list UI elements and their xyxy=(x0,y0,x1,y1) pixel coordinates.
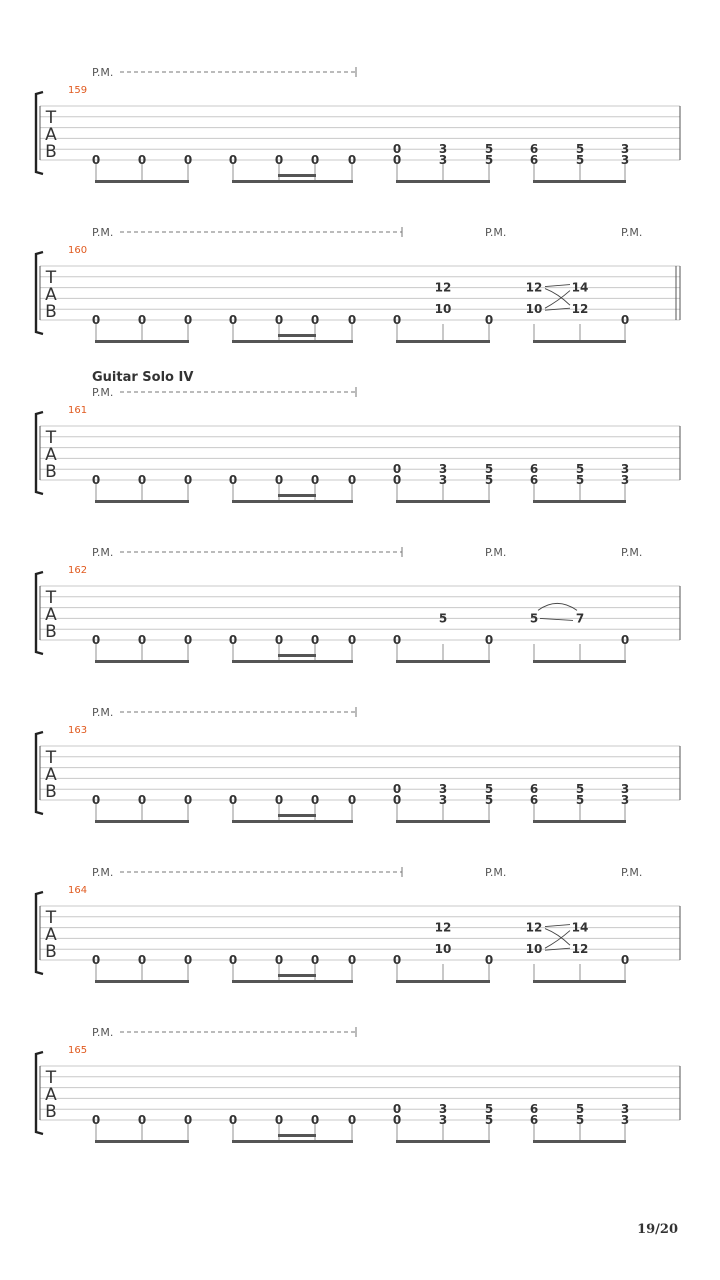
tab-clef-letter-t: T xyxy=(45,268,57,288)
fret-number: 0 xyxy=(183,633,193,647)
fret-number: 12 xyxy=(434,280,452,295)
beam-group-4 xyxy=(533,660,626,663)
staff-system-165 xyxy=(36,1026,680,1143)
palm-mute: P.M. xyxy=(92,226,114,239)
beam-group-2 xyxy=(232,980,353,983)
tab-clef-letter-a: A xyxy=(45,605,57,625)
beam-sixteenth xyxy=(278,654,316,657)
page-number: 19/20 xyxy=(637,1222,678,1237)
beam-group-1 xyxy=(95,1140,189,1143)
fret-number: 0 xyxy=(274,793,284,807)
tab-clef-letter-b: B xyxy=(45,142,57,162)
beam-group-2 xyxy=(232,820,353,823)
beam-group-4 xyxy=(533,1140,626,1143)
fret-number: 0 xyxy=(91,473,101,487)
fret-number: 0 xyxy=(274,1113,284,1127)
fret-number: 0 xyxy=(91,1113,101,1127)
fret-number: 0 xyxy=(310,153,320,167)
measure-number: 164 xyxy=(68,885,88,896)
staff-system-162 xyxy=(36,546,680,663)
fret-number: 0 xyxy=(392,953,402,967)
fret-number: 3 xyxy=(438,462,448,477)
beam-group-1 xyxy=(95,980,189,983)
fret-number: 6 xyxy=(529,1102,539,1117)
fret-number: 14 xyxy=(571,920,589,935)
fret-number: 3 xyxy=(620,1113,630,1127)
tab-clef-letter-a: A xyxy=(45,925,57,945)
fret-number: 0 xyxy=(392,462,402,477)
tab-clef-letter-a: A xyxy=(45,765,57,785)
fret-number: 10 xyxy=(525,302,543,317)
beam-group-2 xyxy=(232,180,353,183)
beam-group-3 xyxy=(396,1140,490,1143)
fret-number: 0 xyxy=(91,153,101,167)
fret-number: 12 xyxy=(571,942,589,957)
fret-number: 6 xyxy=(529,142,539,157)
fret-number: 0 xyxy=(228,633,238,647)
fret-number: 0 xyxy=(91,793,101,807)
beam-group-3 xyxy=(396,500,490,503)
fret-number: 0 xyxy=(347,313,357,327)
fret-number: 5 xyxy=(529,611,539,626)
fret-number: 0 xyxy=(347,153,357,167)
tab-clef-letter-b: B xyxy=(45,782,57,802)
fret-number: 0 xyxy=(137,153,147,167)
tab-clef-letter-t: T xyxy=(45,428,57,448)
beam-group-3 xyxy=(396,180,490,183)
beam-group-1 xyxy=(95,500,189,503)
fret-number: 3 xyxy=(438,1102,448,1117)
palm-mute-third: P.M. xyxy=(621,226,643,239)
fret-number: 0 xyxy=(392,313,402,327)
palm-mute: P.M. xyxy=(92,66,114,79)
beam-sixteenth xyxy=(278,494,316,497)
beam-sixteenth xyxy=(278,334,316,337)
staff-system-164 xyxy=(36,866,680,983)
fret-number: 5 xyxy=(575,462,585,477)
palm-mute: P.M. xyxy=(92,866,114,879)
fret-number: 5 xyxy=(484,782,494,797)
fret-number: 5 xyxy=(484,153,494,167)
tab-clef-letter-a: A xyxy=(45,445,57,465)
tab-clef-letter-t: T xyxy=(45,908,57,928)
fret-number: 5 xyxy=(575,793,585,807)
fret-number: 0 xyxy=(274,953,284,967)
beam-group-1 xyxy=(95,820,189,823)
staff-system-163 xyxy=(36,706,680,823)
palm-mute-second: P.M. xyxy=(485,866,507,879)
fret-number: 10 xyxy=(434,942,452,957)
fret-number: 0 xyxy=(392,782,402,797)
fret-number: 0 xyxy=(347,633,357,647)
fret-number: 5 xyxy=(484,793,494,807)
fret-number: 0 xyxy=(228,473,238,487)
fret-number: 0 xyxy=(484,953,494,967)
fret-number: 3 xyxy=(620,462,630,477)
fret-number: 6 xyxy=(529,782,539,797)
tab-clef-letter-a: A xyxy=(45,1085,57,1105)
fret-number: 5 xyxy=(575,1102,585,1117)
slide-marks xyxy=(545,925,570,951)
fret-number: 0 xyxy=(183,153,193,167)
fret-number: 0 xyxy=(392,153,402,167)
fret-number: 0 xyxy=(392,1113,402,1127)
fret-number: 5 xyxy=(484,142,494,157)
fret-number: 3 xyxy=(620,1102,630,1117)
fret-number: 6 xyxy=(529,1113,539,1127)
beam-group-1 xyxy=(95,660,189,663)
fret-number: 6 xyxy=(529,473,539,487)
fret-number: 3 xyxy=(438,473,448,487)
fret-number: 0 xyxy=(392,142,402,157)
beam-group-2 xyxy=(232,660,353,663)
palm-mute: P.M. xyxy=(92,706,114,719)
palm-mute-third: P.M. xyxy=(621,546,643,559)
fret-number: 6 xyxy=(529,793,539,807)
beam-group-3 xyxy=(396,820,490,823)
tab-clef-letter-b: B xyxy=(45,462,57,482)
measure-number: 165 xyxy=(68,1045,88,1056)
fret-number: 0 xyxy=(274,313,284,327)
fret-number: 0 xyxy=(484,313,494,327)
fret-number: 0 xyxy=(228,1113,238,1127)
tab-clef-letter-a: A xyxy=(45,285,57,305)
fret-number: 0 xyxy=(620,313,630,327)
fret-number: 0 xyxy=(137,953,147,967)
palm-mute: P.M. xyxy=(92,1026,114,1039)
fret-number: 0 xyxy=(228,313,238,327)
fret-number: 5 xyxy=(438,611,448,626)
fret-number: 3 xyxy=(620,142,630,157)
staff-system-159 xyxy=(36,66,680,183)
fret-number: 0 xyxy=(274,633,284,647)
fret-number: 7 xyxy=(575,611,585,626)
fret-number: 0 xyxy=(274,473,284,487)
fret-number: 0 xyxy=(484,633,494,647)
fret-number: 0 xyxy=(228,153,238,167)
fret-number: 3 xyxy=(620,153,630,167)
palm-mute: P.M. xyxy=(92,386,114,399)
slur-arc xyxy=(538,603,577,610)
fret-number: 0 xyxy=(347,473,357,487)
fret-number: 0 xyxy=(137,1113,147,1127)
measure-number: 163 xyxy=(68,725,88,736)
fret-number: 5 xyxy=(575,1113,585,1127)
beam-sixteenth xyxy=(278,974,316,977)
palm-mute-second: P.M. xyxy=(485,546,507,559)
fret-number: 12 xyxy=(525,920,543,935)
fret-number: 10 xyxy=(434,302,452,317)
tab-clef-letter-b: B xyxy=(45,1102,57,1122)
fret-number: 5 xyxy=(484,462,494,477)
fret-number: 0 xyxy=(310,953,320,967)
beam-group-4 xyxy=(533,980,626,983)
fret-number: 5 xyxy=(575,782,585,797)
fret-number: 0 xyxy=(392,633,402,647)
beam-group-4 xyxy=(533,340,626,343)
fret-number: 10 xyxy=(525,942,543,957)
fret-number: 0 xyxy=(620,633,630,647)
fret-number: 0 xyxy=(91,313,101,327)
beam-sixteenth xyxy=(278,1134,316,1137)
fret-number: 12 xyxy=(571,302,589,317)
fret-number: 3 xyxy=(620,782,630,797)
tab-clef-letter-t: T xyxy=(45,588,57,608)
fret-number: 5 xyxy=(484,1113,494,1127)
fret-number: 0 xyxy=(137,633,147,647)
fret-number: 5 xyxy=(484,473,494,487)
beam-group-2 xyxy=(232,1140,353,1143)
fret-number: 0 xyxy=(347,953,357,967)
slide-marks xyxy=(545,285,570,311)
fret-number: 0 xyxy=(392,1102,402,1117)
fret-number: 0 xyxy=(310,793,320,807)
measure-number: 160 xyxy=(68,245,88,256)
fret-number: 3 xyxy=(438,782,448,797)
palm-mute-third: P.M. xyxy=(621,866,643,879)
fret-number: 6 xyxy=(529,462,539,477)
beam-group-2 xyxy=(232,500,353,503)
palm-mute-second: P.M. xyxy=(485,226,507,239)
tab-clef-letter-t: T xyxy=(45,748,57,768)
tab-clef-letter-t: T xyxy=(45,1068,57,1088)
fret-number: 0 xyxy=(347,1113,357,1127)
beam-sixteenth xyxy=(278,174,316,177)
fret-number: 12 xyxy=(525,280,543,295)
fret-number: 0 xyxy=(137,313,147,327)
fret-number: 3 xyxy=(438,153,448,167)
fret-number: 0 xyxy=(228,953,238,967)
fret-number: 0 xyxy=(183,473,193,487)
measure-number: 161 xyxy=(68,405,88,416)
fret-number: 3 xyxy=(438,142,448,157)
fret-number: 3 xyxy=(620,793,630,807)
tab-clef-letter-b: B xyxy=(45,302,57,322)
fret-number: 0 xyxy=(310,473,320,487)
fret-number: 5 xyxy=(575,142,585,157)
staff-system-161 xyxy=(36,370,680,503)
fret-number: 0 xyxy=(183,793,193,807)
fret-number: 0 xyxy=(183,953,193,967)
fret-number: 0 xyxy=(137,473,147,487)
fret-number: 0 xyxy=(310,1113,320,1127)
fret-number: 5 xyxy=(484,1102,494,1117)
section-title: Guitar Solo IV xyxy=(92,370,194,385)
fret-number: 14 xyxy=(571,280,589,295)
fret-number: 0 xyxy=(310,633,320,647)
tab-clef-letter-b: B xyxy=(45,942,57,962)
fret-number: 0 xyxy=(620,953,630,967)
beam-group-3 xyxy=(396,340,490,343)
tab-clef-letter-b: B xyxy=(45,622,57,642)
beam-group-1 xyxy=(95,340,189,343)
fret-number: 0 xyxy=(137,793,147,807)
fret-number: 3 xyxy=(438,793,448,807)
fret-number: 0 xyxy=(310,313,320,327)
fret-number: 0 xyxy=(183,313,193,327)
beam-group-4 xyxy=(533,820,626,823)
beam-group-1 xyxy=(95,180,189,183)
fret-number: 0 xyxy=(183,1113,193,1127)
fret-number: 3 xyxy=(620,473,630,487)
beam-group-3 xyxy=(396,980,490,983)
beam-group-3 xyxy=(396,660,490,663)
fret-number: 0 xyxy=(228,793,238,807)
tab-clef-letter-a: A xyxy=(45,125,57,145)
beam-group-2 xyxy=(232,340,353,343)
fret-number: 0 xyxy=(274,153,284,167)
fret-number: 0 xyxy=(392,473,402,487)
beam-group-4 xyxy=(533,180,626,183)
fret-number: 0 xyxy=(347,793,357,807)
tab-clef-letter-t: T xyxy=(45,108,57,128)
fret-number: 0 xyxy=(392,793,402,807)
measure-number: 162 xyxy=(68,565,88,576)
measure-number: 159 xyxy=(68,85,88,96)
fret-number: 12 xyxy=(434,920,452,935)
beam-sixteenth xyxy=(278,814,316,817)
fret-number: 6 xyxy=(529,153,539,167)
staff-system-160 xyxy=(36,226,680,343)
fret-number: 3 xyxy=(438,1113,448,1127)
fret-number: 5 xyxy=(575,473,585,487)
fret-number: 0 xyxy=(91,633,101,647)
fret-number: 0 xyxy=(91,953,101,967)
palm-mute: P.M. xyxy=(92,546,114,559)
beam-group-4 xyxy=(533,500,626,503)
fret-number: 5 xyxy=(575,153,585,167)
